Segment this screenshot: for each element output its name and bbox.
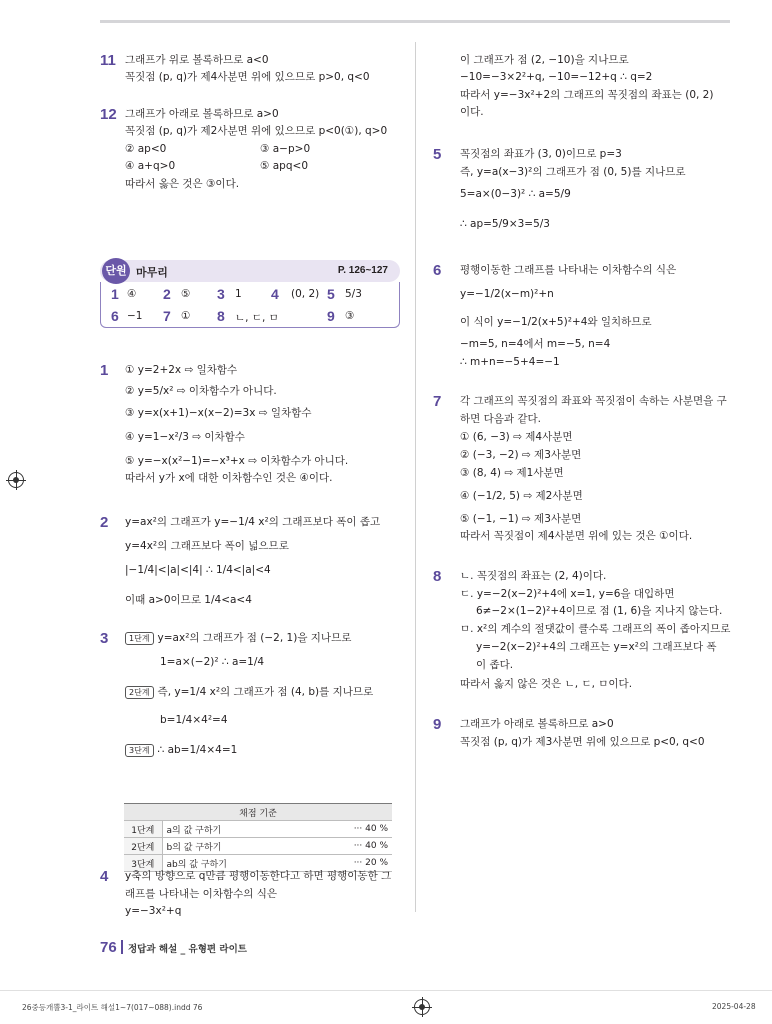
registration-mark-icon	[414, 999, 430, 1015]
solution-line	[125, 744, 237, 757]
solution-line: 꼭짓점 (p, q)가 제2사분면 위에 있으므로 p<0(①), q>0	[125, 125, 388, 137]
solution-line: 따라서 옳지 않은 것은 ㄴ, ㄷ, ㅁ이다.	[460, 678, 633, 690]
review-pages: P. 126~127	[337, 265, 388, 276]
solution-line: 이 좁다.	[476, 659, 514, 671]
solution-line: |−1/4|<|a|<|4| ∴ 1/4<|a|<4	[125, 564, 271, 576]
solution-line: y=4x²의 그래프보다 폭이 넓으므로	[125, 540, 289, 552]
solution-line: 이 그래프가 점 (2, −10)을 지나므로	[460, 54, 629, 66]
solution-line: ㄴ. 꼭짓점의 좌표는 (2, 4)이다.	[460, 570, 607, 582]
table-header-row	[124, 804, 392, 821]
solution-line: ② y=5/x² ⇨ 이차함수가 아니다.	[125, 385, 277, 397]
solution-line: ④ (−1/2, 5) ⇨ 제2사분면	[460, 490, 583, 502]
solution-line: y=−3x²+q	[125, 905, 182, 917]
answer-number: 3	[217, 286, 225, 302]
solution-line: 래프를 나타내는 이차함수의 식은	[125, 888, 278, 900]
answer-value: (0, 2)	[291, 288, 320, 300]
table-row	[124, 855, 392, 872]
solution-line	[125, 632, 351, 645]
column-divider	[415, 42, 416, 912]
problem-number: 11	[100, 52, 116, 69]
solution-text: ∴ ab=1/4×4=1	[157, 744, 238, 756]
solution-line: ∴ m+n=−5+4=−1	[460, 356, 560, 368]
solution-line: b=1/4×4²=4	[160, 714, 228, 726]
footer-title: 정답과 해설 _ 유형편 라이트	[128, 944, 247, 955]
solution-line: ① y=2+2x ⇨ 일차함수	[125, 364, 238, 376]
solution-line: ③ a−p>0	[260, 143, 311, 155]
solution-line: ⑤ (−1, −1) ⇨ 제3사분면	[460, 513, 582, 525]
answer-number: 1	[111, 286, 119, 302]
solution-line: 즉, y=a(x−3)²의 그래프가 점 (0, 5)를 지나므로	[460, 166, 686, 178]
problem-number: 6	[433, 262, 442, 279]
solution-line: ㅁ. x²의 계수의 절댓값이 클수록 그래프의 폭이 좁아지므로	[460, 623, 731, 635]
answer-value: ④	[127, 288, 137, 300]
solution-line: −10=−3×2²+q, −10=−12+q ∴ q=2	[460, 71, 653, 83]
top-rule	[100, 20, 730, 23]
table-cell: ··· 40 %	[332, 821, 392, 838]
registration-mark-icon	[8, 472, 24, 488]
solution-line: ③ (8, 4) ⇨ 제1사분면	[460, 467, 564, 479]
solution-line: 5=a×(0−3)² ∴ a=5/9	[460, 188, 571, 200]
solution-line: 1=a×(−2)² ∴ a=1/4	[160, 656, 265, 668]
problem-number: 9	[433, 716, 442, 733]
answer-value: 5/3	[345, 288, 362, 300]
solution-line: 꼭짓점 (p, q)가 제3사분면 위에 있으므로 p<0, q<0	[460, 736, 705, 748]
review-badge: 단원	[102, 258, 130, 284]
print-date: 2025-04-28	[712, 1002, 756, 1011]
problem-number: 7	[433, 393, 442, 410]
solution-line: 꼭짓점 (p, q)가 제4사분면 위에 있으므로 p>0, q<0	[125, 71, 370, 83]
answer-number: 6	[111, 308, 119, 324]
solution-line: ④ a+q>0	[125, 160, 176, 172]
solution-line: 이다.	[460, 106, 484, 118]
solution-line: 이 식이 y=−1/2(x+5)²+4와 일치하므로	[460, 316, 652, 328]
review-title: 마무리	[136, 266, 168, 279]
solution-line: 따라서 y=−3x²+2의 그래프의 꼭짓점의 좌표는 (0, 2)	[460, 89, 714, 101]
table-cell: ··· 20 %	[332, 855, 392, 872]
problem-number: 4	[100, 868, 109, 885]
table-cell: 2단계	[124, 838, 162, 855]
table-cell: 3단계	[124, 855, 162, 872]
answer-number: 2	[163, 286, 171, 302]
problem-number: 2	[100, 514, 109, 531]
solution-line: 각 그래프의 꼭짓점의 좌표와 꼭짓점이 속하는 사분면을 구	[460, 395, 727, 407]
solution-line: y축의 방향으로 q만큼 평행이동한다고 하면 평행이동한 그	[125, 870, 392, 882]
solution-line: ㄷ. y=−2(x−2)²+4에 x=1, y=6을 대입하면	[460, 588, 675, 600]
solution-line: ⑤ apq<0	[260, 160, 308, 172]
step-badge: 1단계	[125, 632, 154, 645]
table-cell: 1단계	[124, 821, 162, 838]
file-info: 26중등개뿔3-1_라이트 해설1~7(017~088).indd 76	[22, 1003, 203, 1012]
solution-line: 이때 a>0이므로 1/4<a<4	[125, 594, 252, 606]
answer-number: 4	[271, 286, 279, 302]
solution-line: y=−1/2(x−m)²+n	[460, 288, 554, 300]
solution-line: ② ap<0	[125, 143, 167, 155]
unit-review-box	[100, 260, 400, 340]
problem-number: 1	[100, 362, 109, 379]
answer-value: ③	[345, 310, 355, 322]
solution-text: 즉, y=1/4 x²의 그래프가 점 (4, b)를 지나므로	[157, 686, 374, 698]
solution-line: ② (−3, −2) ⇨ 제3사분면	[460, 449, 582, 461]
step-badge: 3단계	[125, 744, 154, 757]
answer-number: 5	[327, 286, 335, 302]
answer-value: −1	[127, 310, 143, 322]
solution-line: y=−2(x−2)²+4의 그래프는 y=x²의 그래프보다 폭	[476, 641, 717, 653]
solution-line: 따라서 꼭짓점이 제4사분면 위에 있는 것은 ①이다.	[460, 530, 693, 542]
solution-line: ① (6, −3) ⇨ 제4사분면	[460, 431, 573, 443]
table-row	[124, 838, 392, 855]
solution-line: ④ y=1−x²/3 ⇨ 이차함수	[125, 431, 245, 443]
solution-line: 하면 다음과 같다.	[460, 413, 542, 425]
solution-line: 평행이동한 그래프를 나타내는 이차함수의 식은	[460, 264, 677, 276]
table-cell: a의 값 구하기	[162, 821, 332, 838]
grading-table	[124, 803, 392, 872]
problem-number: 5	[433, 146, 442, 163]
page-number: 76	[100, 939, 117, 956]
footer-divider	[121, 940, 123, 954]
answer-value: 1	[235, 288, 242, 300]
answer-value: ㄴ, ㄷ, ㅁ	[235, 312, 279, 324]
review-answers	[100, 282, 400, 328]
solution-line: 따라서 y가 x에 대한 이차함수인 것은 ④이다.	[125, 472, 333, 484]
table-cell: ··· 40 %	[332, 838, 392, 855]
problem-number: 12	[100, 106, 117, 123]
review-header	[100, 260, 400, 282]
table-cell: ab의 값 구하기	[162, 855, 332, 872]
solution-line: 6≠−2×(1−2)²+4이므로 점 (1, 6)을 지나지 않는다.	[476, 605, 723, 617]
table-row	[124, 821, 392, 838]
step-badge: 2단계	[125, 686, 154, 699]
solution-line: ⑤ y=−x(x²−1)=−x³+x ⇨ 이차함수가 아니다.	[125, 455, 349, 467]
answer-number: 7	[163, 308, 171, 324]
table-header: 채점 기준	[124, 804, 392, 821]
solution-line: 그래프가 아래로 볼록하므로 a>0	[125, 108, 279, 120]
solution-text: y=ax²의 그래프가 점 (−2, 1)을 지나므로	[157, 632, 352, 644]
solution-line: ③ y=x(x+1)−x(x−2)=3x ⇨ 일차함수	[125, 407, 312, 419]
solution-line: 그래프가 위로 볼록하므로 a<0	[125, 54, 269, 66]
answer-value: ①	[181, 310, 191, 322]
footer-rule	[0, 990, 772, 991]
answer-number: 9	[327, 308, 335, 324]
solution-line	[125, 686, 373, 699]
solution-line: y=ax²의 그래프가 y=−1/4 x²의 그래프보다 폭이 좁고	[125, 516, 381, 528]
table-cell: b의 값 구하기	[162, 838, 332, 855]
answer-value: ⑤	[181, 288, 191, 300]
solution-line: 꼭짓점의 좌표가 (3, 0)이므로 p=3	[460, 148, 622, 160]
solution-line: −m=5, n=4에서 m=−5, n=4	[460, 338, 611, 350]
solution-line: 따라서 옳은 것은 ③이다.	[125, 178, 240, 190]
answer-number: 8	[217, 308, 225, 324]
solution-line: ∴ ap=5/9×3=5/3	[460, 218, 550, 230]
problem-number: 8	[433, 568, 442, 585]
problem-number: 3	[100, 630, 109, 647]
solution-line: 그래프가 아래로 볼록하므로 a>0	[460, 718, 614, 730]
